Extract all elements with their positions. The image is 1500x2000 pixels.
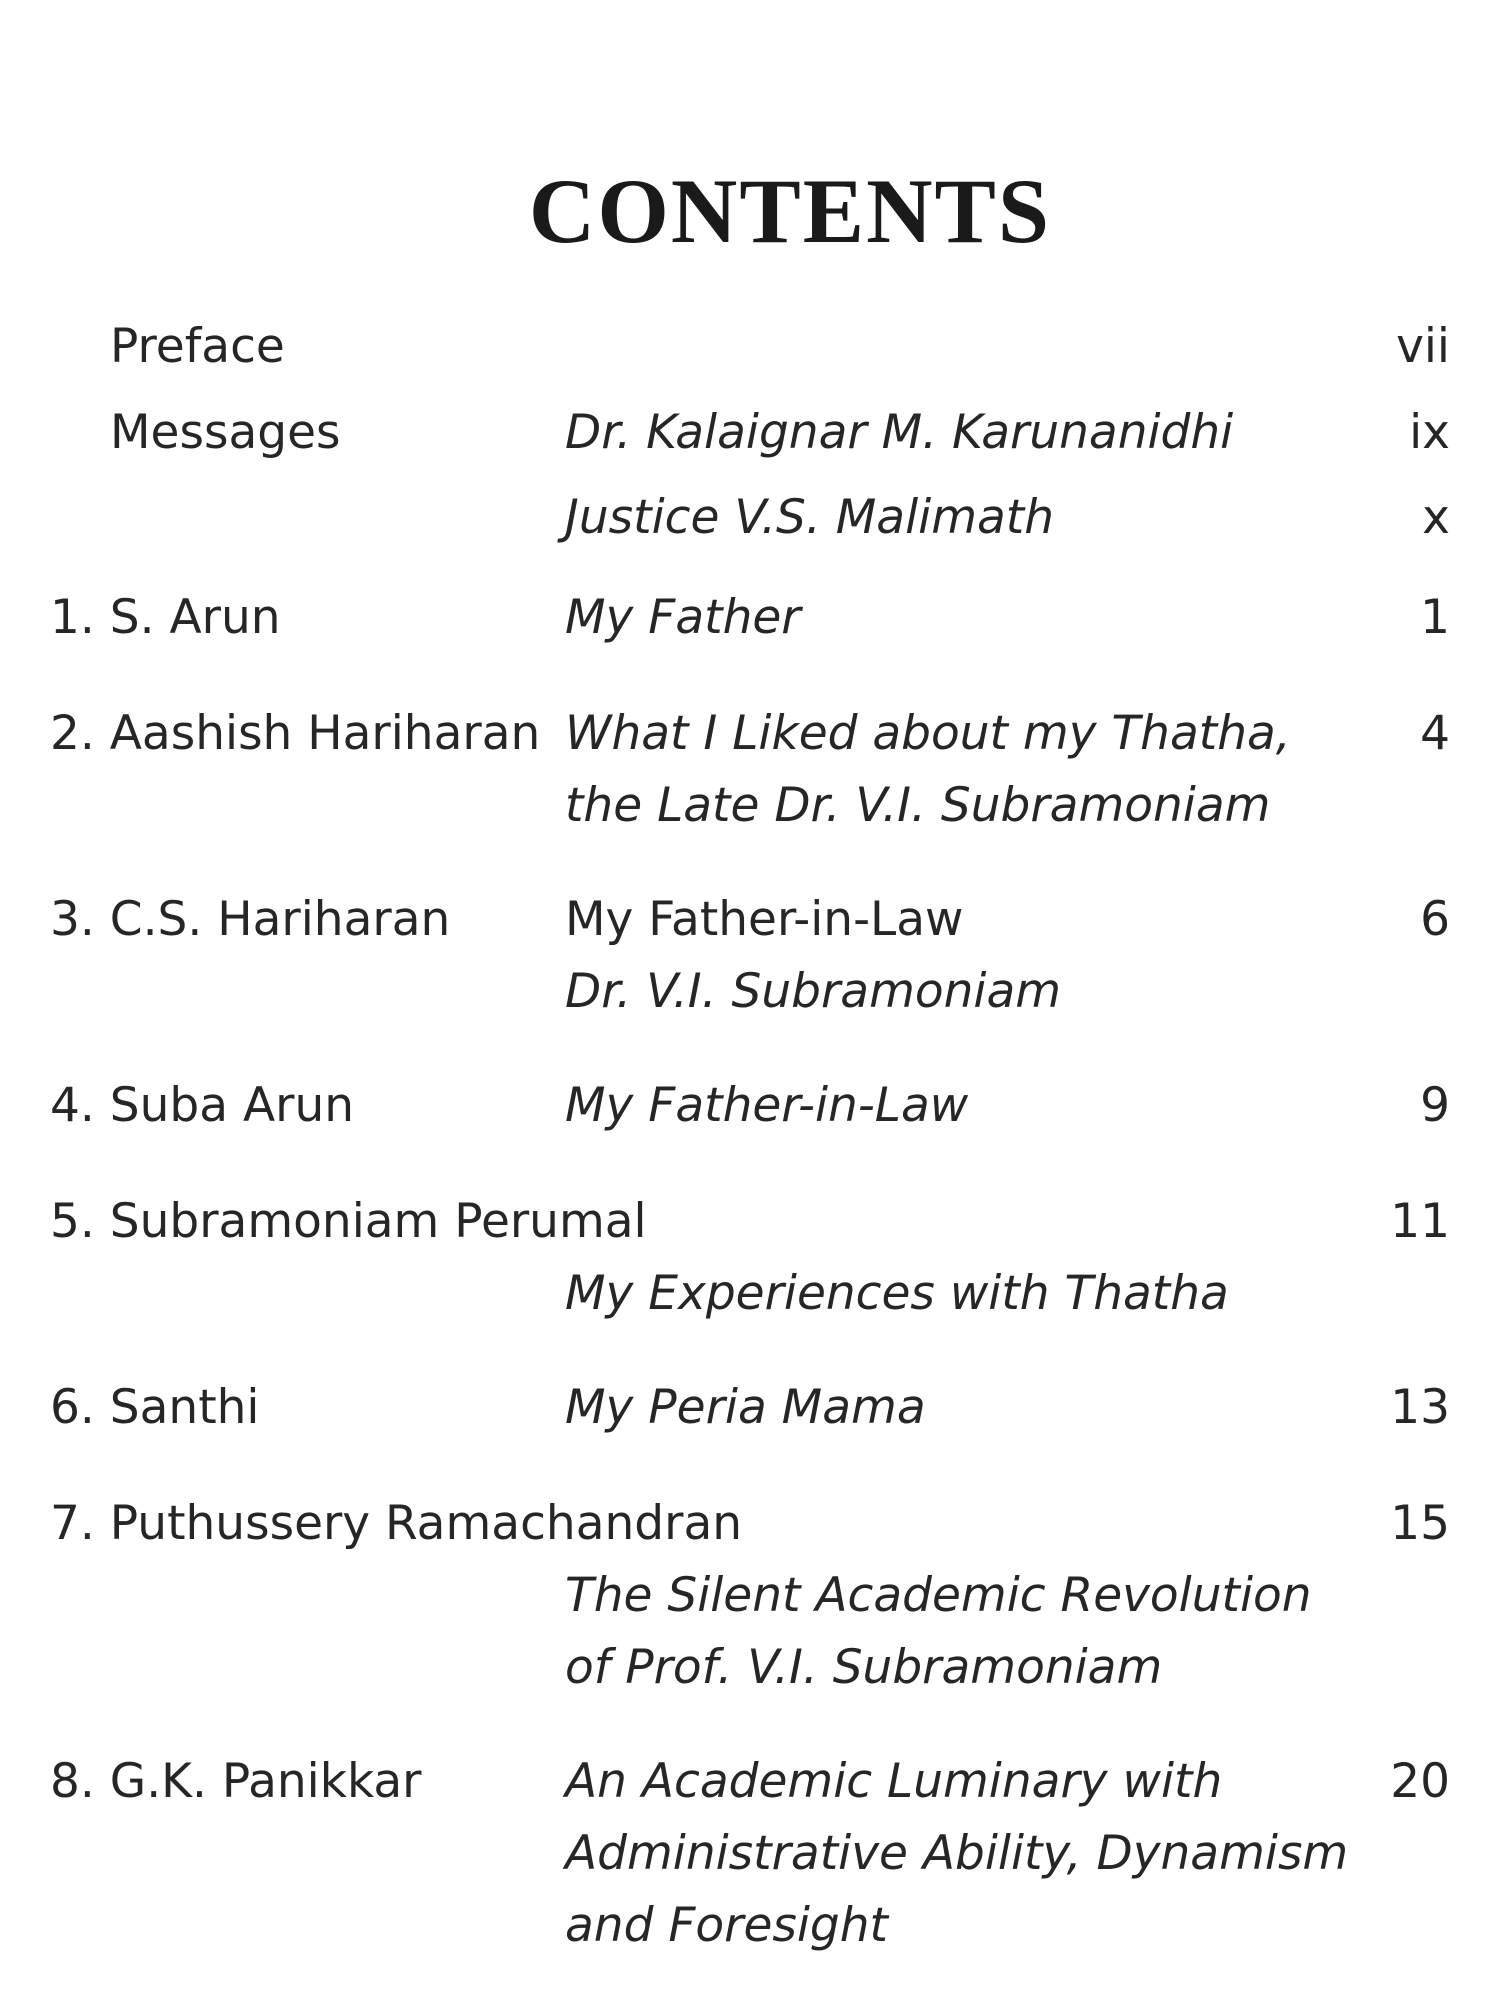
entry-7-title-line-2[interactable]: of Prof. V.I. Subramoniam — [565, 1640, 1163, 1695]
entry-3-title-line-1[interactable]: My Father-in-Law — [565, 892, 964, 947]
entry-1-author: 1. S. Arun — [50, 590, 281, 645]
entry-3-title-line-2[interactable]: Dr. V.I. Subramoniam — [565, 964, 1062, 1019]
entry-7-author: 7. Puthussery Ramachandran — [50, 1496, 743, 1551]
entry-6-page: 13 — [1390, 1380, 1450, 1435]
message-title-1[interactable]: Dr. Kalaignar M. Karunanidhi — [565, 405, 1234, 460]
entry-7-title-line-1[interactable]: The Silent Academic Revolution — [565, 1568, 1312, 1623]
entry-6-title[interactable]: My Peria Mama — [565, 1380, 926, 1435]
message-page-2: x — [1422, 490, 1450, 545]
entry-2-title-line-1[interactable]: What I Liked about my Thatha, — [565, 706, 1291, 761]
message-page-1: ix — [1409, 405, 1450, 460]
entry-7-page: 15 — [1390, 1496, 1450, 1551]
entry-8-title-line-3[interactable]: and Foresight — [565, 1898, 888, 1953]
entry-6-author: 6. Santhi — [50, 1380, 260, 1435]
entry-5-title[interactable]: My Experiences with Thatha — [565, 1266, 1229, 1321]
entry-1-page: 1 — [1420, 590, 1450, 645]
entry-3-author: 3. C.S. Hariharan — [50, 892, 451, 947]
preface-page: vii — [1396, 319, 1450, 374]
entry-8-page: 20 — [1390, 1754, 1450, 1809]
entry-8-title-line-1[interactable]: An Academic Luminary with — [565, 1754, 1223, 1809]
entry-8-title-line-2[interactable]: Administrative Ability, Dynamism — [565, 1826, 1349, 1881]
entry-1-title[interactable]: My Father — [565, 590, 801, 645]
entry-2-page: 4 — [1420, 706, 1450, 761]
entry-2-title-line-2[interactable]: the Late Dr. V.I. Subramoniam — [565, 778, 1271, 833]
entry-3-page: 6 — [1420, 892, 1450, 947]
messages-label: Messages — [110, 405, 341, 460]
entry-5-author: 5. Subramoniam Perumal — [50, 1194, 647, 1249]
entry-5-page: 11 — [1390, 1194, 1450, 1249]
entry-4-author: 4. Suba Arun — [50, 1078, 355, 1133]
entry-8-author: 8. G.K. Panikkar — [50, 1754, 422, 1809]
message-title-2[interactable]: Justice V.S. Malimath — [565, 490, 1055, 545]
page-title: CONTENTS — [528, 160, 1052, 262]
entry-4-title[interactable]: My Father-in-Law — [565, 1078, 969, 1133]
entry-4-page: 9 — [1420, 1078, 1450, 1133]
entry-2-author: 2. Aashish Hariharan — [50, 706, 541, 761]
preface-label[interactable]: Preface — [110, 319, 285, 374]
